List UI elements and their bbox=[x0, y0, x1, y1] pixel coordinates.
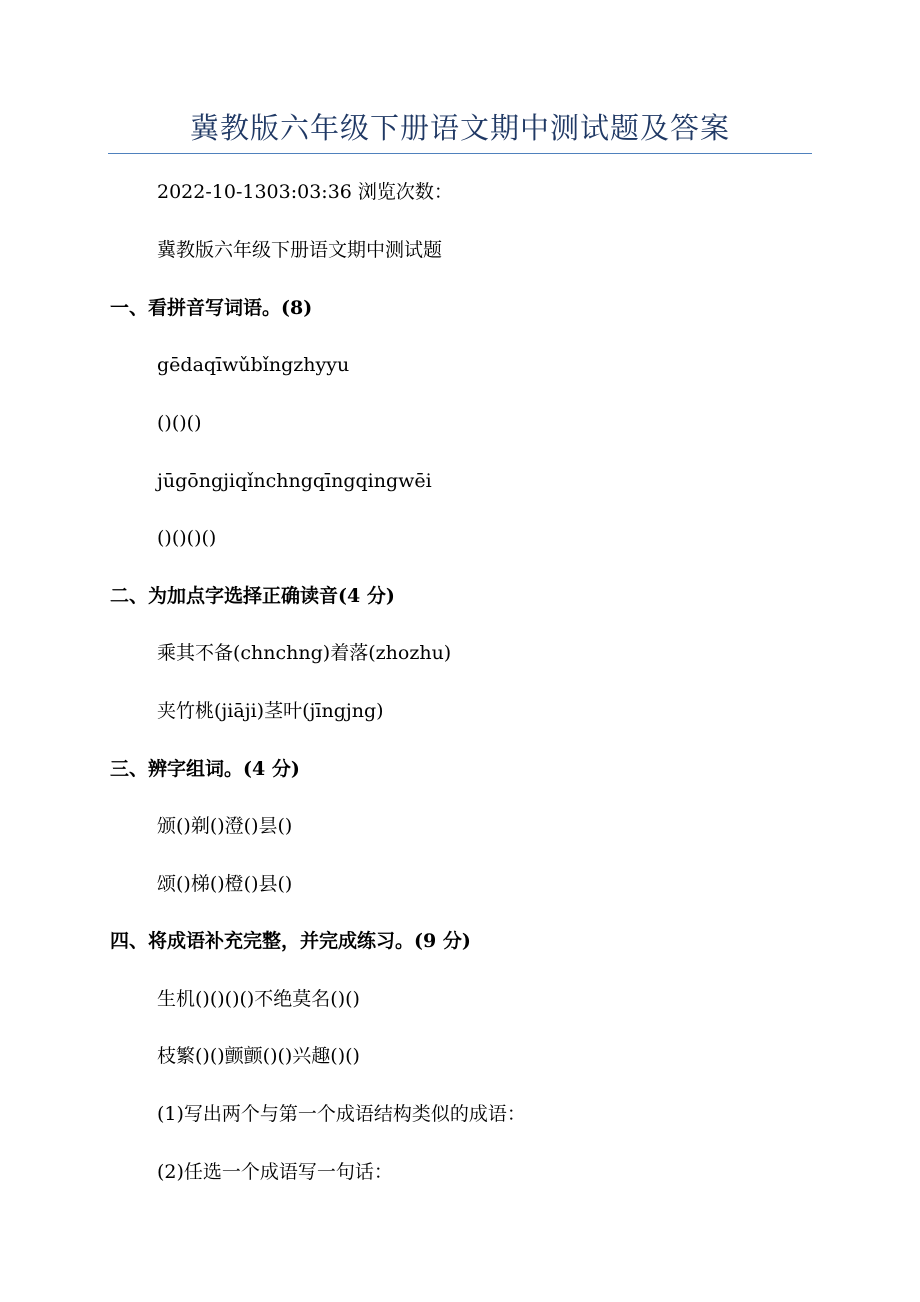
section-2-line-1: 乘其不备(chnchng)着落(zhozhu) bbox=[157, 642, 452, 664]
publish-meta: 2022-10-1303:03:36 浏览次数： bbox=[157, 181, 453, 203]
section-3-line-2: 颂()梯()橙()县() bbox=[157, 873, 293, 895]
section-4-line-3: (1)写出两个与第一个成语结构类似的成语： bbox=[157, 1103, 526, 1125]
section-1-line-4: ()()()() bbox=[157, 527, 217, 549]
section-4-line-4: (2)任选一个成语写一句话： bbox=[157, 1161, 393, 1183]
section-3-line-1: 颁()剃()澄()昙() bbox=[157, 815, 293, 837]
section-1-heading: 一、看拼音写词语。(8) bbox=[110, 297, 313, 319]
section-4-heading: 四、将成语补充完整，并完成练习。(9 分) bbox=[110, 930, 471, 952]
section-4-line-1: 生机()()()()不绝莫名()() bbox=[157, 988, 360, 1010]
section-1-line-2: ()()() bbox=[157, 412, 202, 434]
section-1-line-1: gēdaqīwǔbǐngzhyyu bbox=[157, 354, 350, 376]
section-4-line-2: 枝繁()()颤颤()()兴趣()() bbox=[157, 1045, 360, 1067]
section-3-heading: 三、辨字组词。(4 分) bbox=[110, 758, 300, 780]
section-2-line-2: 夹竹桃(jiāji)茎叶(jīngjng) bbox=[157, 700, 384, 722]
document-subtitle: 冀教版六年级下册语文期中测试题 bbox=[157, 239, 443, 261]
section-2-heading: 二、为加点字选择正确读音(4 分) bbox=[110, 585, 395, 607]
title-underline bbox=[108, 153, 812, 154]
section-1-line-3: jūgōngjiqǐnchngqīngqingwēi bbox=[157, 470, 432, 492]
document-title: 冀教版六年级下册语文期中测试题及答案 bbox=[189, 111, 730, 145]
